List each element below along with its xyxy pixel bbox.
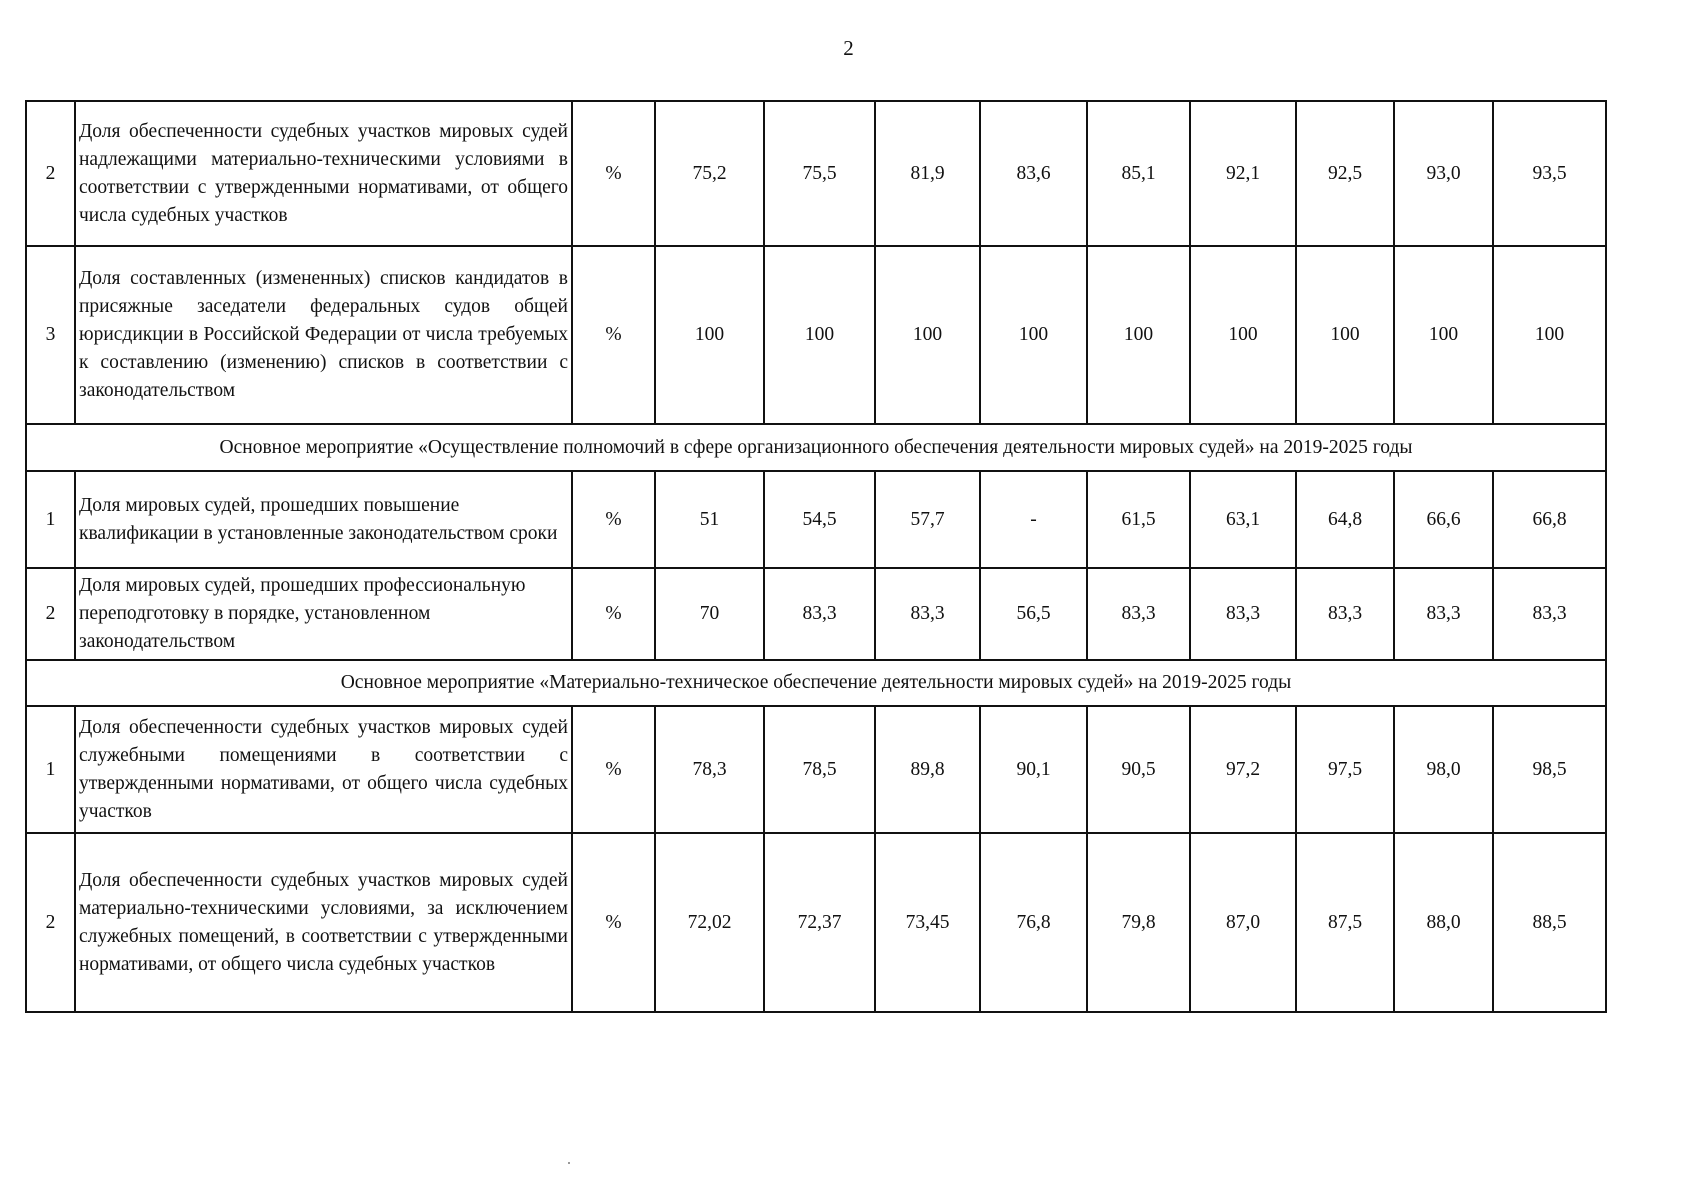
value-cell: 56,5: [980, 568, 1087, 660]
row-number: 2: [26, 101, 75, 246]
value-cell: 93,5: [1493, 101, 1606, 246]
indicator-description: Доля обеспеченности судебных участков мировых судей служебными помещениями в соответствии с утвержденными нормативами, от общего числа судебных участков: [75, 706, 572, 833]
value-cell: 90,1: [980, 706, 1087, 833]
value-cell: 83,3: [875, 568, 980, 660]
value-cell: 100: [980, 246, 1087, 424]
value-cell: 64,8: [1296, 471, 1394, 568]
value-cell: 88,0: [1394, 833, 1493, 1012]
unit-cell: %: [572, 706, 655, 833]
value-cell: 78,5: [764, 706, 875, 833]
value-cell: 97,5: [1296, 706, 1394, 833]
indicator-description: Доля мировых судей, прошедших профессиональную переподготовку в порядке, установленном законодательством: [75, 568, 572, 660]
value-cell: 100: [875, 246, 980, 424]
value-cell: 100: [1394, 246, 1493, 424]
table-row: [26, 471, 1606, 568]
value-cell: 92,5: [1296, 101, 1394, 246]
value-cell: 79,8: [1087, 833, 1190, 1012]
value-cell: 100: [1493, 246, 1606, 424]
value-cell: 76,8: [980, 833, 1087, 1012]
row-number: 3: [26, 246, 75, 424]
value-cell: 66,6: [1394, 471, 1493, 568]
value-cell: 88,5: [1493, 833, 1606, 1012]
indicator-description: Доля мировых судей, прошедших повышение квалификации в установленные законодательством сроки: [75, 471, 572, 568]
row-number: 1: [26, 706, 75, 833]
value-cell: 83,3: [1296, 568, 1394, 660]
table-row: [26, 833, 1606, 1012]
value-cell: 83,3: [1190, 568, 1296, 660]
value-cell: 57,7: [875, 471, 980, 568]
value-cell: 83,3: [1087, 568, 1190, 660]
indicator-description: Доля обеспеченности судебных участков мировых судей надлежащими материально-техническими условиями в соответствии с утвержденными нормативами, от общего числа судебных участков: [75, 101, 572, 246]
value-cell: 72,02: [655, 833, 764, 1012]
value-cell: 83,3: [764, 568, 875, 660]
unit-cell: %: [572, 101, 655, 246]
unit-cell: %: [572, 246, 655, 424]
indicators-table: [25, 100, 1607, 1013]
value-cell: 70: [655, 568, 764, 660]
table-row: [26, 246, 1606, 424]
value-cell: 66,8: [1493, 471, 1606, 568]
value-cell: 98,5: [1493, 706, 1606, 833]
value-cell: 85,1: [1087, 101, 1190, 246]
value-cell: 75,2: [655, 101, 764, 246]
value-cell: 83,3: [1493, 568, 1606, 660]
section-row: [26, 660, 1606, 706]
table-row: [26, 706, 1606, 833]
value-cell: 100: [1296, 246, 1394, 424]
value-cell: 100: [655, 246, 764, 424]
row-number: 2: [26, 833, 75, 1012]
value-cell: 51: [655, 471, 764, 568]
unit-cell: %: [572, 833, 655, 1012]
value-cell: 75,5: [764, 101, 875, 246]
value-cell: 100: [1087, 246, 1190, 424]
value-cell: 100: [764, 246, 875, 424]
row-number: 1: [26, 471, 75, 568]
value-cell: 93,0: [1394, 101, 1493, 246]
table-row: [26, 568, 1606, 660]
section-row: [26, 424, 1606, 471]
value-cell: -: [980, 471, 1087, 568]
value-cell: 89,8: [875, 706, 980, 833]
value-cell: 61,5: [1087, 471, 1190, 568]
value-cell: 92,1: [1190, 101, 1296, 246]
value-cell: 98,0: [1394, 706, 1493, 833]
value-cell: 73,45: [875, 833, 980, 1012]
value-cell: 97,2: [1190, 706, 1296, 833]
table-row: [26, 101, 1606, 246]
value-cell: 90,5: [1087, 706, 1190, 833]
unit-cell: %: [572, 568, 655, 660]
value-cell: 100: [1190, 246, 1296, 424]
value-cell: 87,0: [1190, 833, 1296, 1012]
section-title: Основное мероприятие «Осуществление полномочий в сфере организационного обеспечения деятельности мировых судей» на 2019-2025 годы: [26, 424, 1606, 471]
value-cell: 63,1: [1190, 471, 1296, 568]
page-number: 2: [843, 36, 854, 60]
section-title: Основное мероприятие «Материально-техническое обеспечение деятельности мировых судей» на 2019-2025 годы: [26, 660, 1606, 706]
scan-speck: [568, 1162, 570, 1164]
indicator-description: Доля обеспеченности судебных участков мировых судей материально-техническими условиями, за исключением служебных помещений, в соответствии с утвержденными нормативами, от общего числа судебных участков: [75, 833, 572, 1012]
value-cell: 83,3: [1394, 568, 1493, 660]
indicator-description: Доля составленных (измененных) списков кандидатов в присяжные заседатели федеральных судов общей юрисдикции в Российской Федерации от числа требуемых к составлению (изменению) списков в соответствии с законодательством: [75, 246, 572, 424]
value-cell: 72,37: [764, 833, 875, 1012]
value-cell: 81,9: [875, 101, 980, 246]
value-cell: 87,5: [1296, 833, 1394, 1012]
value-cell: 78,3: [655, 706, 764, 833]
table-body: [26, 101, 1606, 1012]
value-cell: 83,6: [980, 101, 1087, 246]
row-number: 2: [26, 568, 75, 660]
value-cell: 54,5: [764, 471, 875, 568]
unit-cell: %: [572, 471, 655, 568]
